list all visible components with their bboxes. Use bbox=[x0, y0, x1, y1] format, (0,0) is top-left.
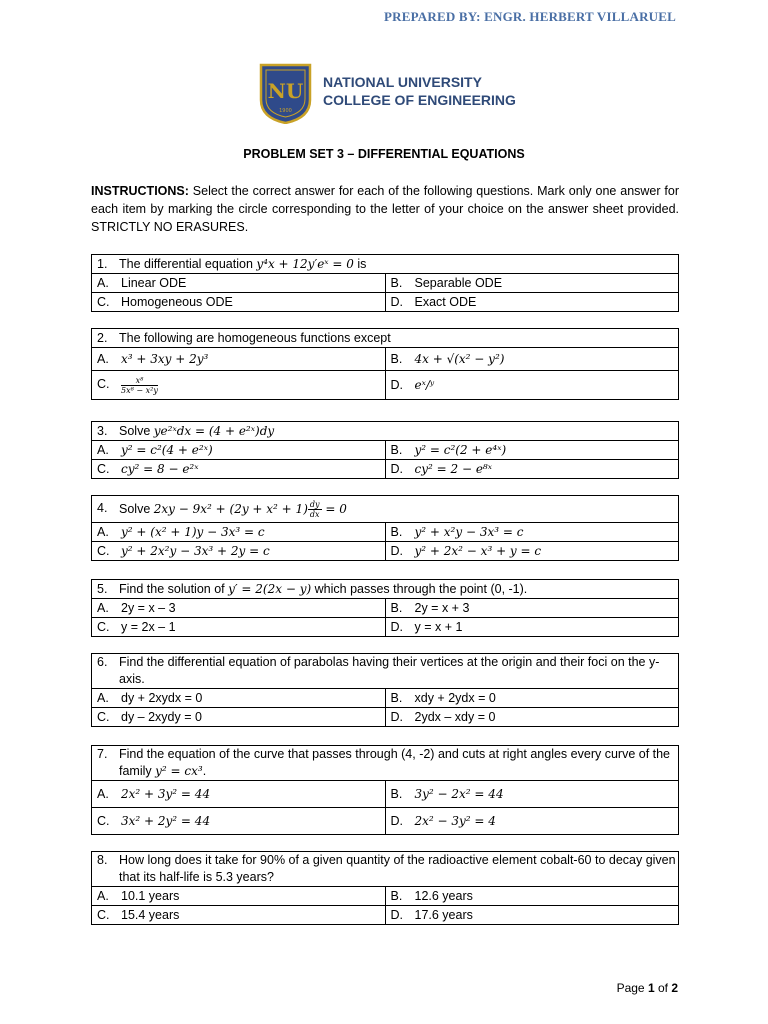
question-stem: 1. The differential equation y⁴x + 12y′eˣ = 0 is bbox=[92, 255, 679, 274]
instructions bbox=[91, 182, 679, 236]
instructions-label: INSTRUCTIONS: bbox=[91, 184, 189, 198]
choice-c: C. Homogeneous ODE bbox=[92, 293, 386, 312]
university-name: NATIONAL UNIVERSITY bbox=[323, 74, 482, 90]
choice-a: A. y² = c²(4 + e²ˣ) bbox=[92, 441, 386, 460]
instructions-text: Select the correct answer for each of the following questions. Mark only one answer for each item by marking the circle corresponding to the letter of your choice on the answer sheet provided. STRICTLY NO ERASURES. bbox=[91, 184, 679, 234]
question-stem: 5. Find the solution of y′ = 2(2x − y) which passes through the point (0, -1). bbox=[92, 580, 679, 599]
university-header bbox=[258, 62, 518, 126]
choice-b: B. 3y² − 2x² = 44 bbox=[385, 781, 679, 808]
question-stem: 7. Find the equation of the curve that passes through (4, -2) and cuts at right angles every curve of the family y² = cx³. bbox=[92, 746, 679, 781]
question-3 bbox=[91, 421, 679, 479]
choice-c: C. y = 2x – 1 bbox=[92, 618, 386, 637]
choice-d: D. y² + 2x² − x³ + y = c bbox=[385, 542, 679, 561]
choice-d: D. cy² = 2 − e⁸ˣ bbox=[385, 460, 679, 479]
choice-a: A. 10.1 years bbox=[92, 887, 386, 906]
question-6 bbox=[91, 653, 679, 727]
college-name: COLLEGE OF ENGINEERING bbox=[323, 92, 516, 108]
choice-c: C. 3x² + 2y² = 44 bbox=[92, 808, 386, 835]
choice-a: A. 2y = x – 3 bbox=[92, 599, 386, 618]
choice-d: D. 17.6 years bbox=[385, 906, 679, 925]
question-stem: 4. Solve 2xy − 9x² + (2y + x² + 1) $\frac{dy}{dx}$ = 0 bbox=[92, 496, 679, 523]
problem-set-title: PROBLEM SET 3 – DIFFERENTIAL EQUATIONS bbox=[243, 147, 525, 161]
question-2 bbox=[91, 328, 679, 400]
choice-c: C. $\frac{\text{x⁸}}{\text{5x⁸ − x²y}}$ bbox=[92, 371, 386, 400]
choice-d: D. 2ydx – xdy = 0 bbox=[385, 708, 679, 727]
choice-a: A. 2x² + 3y² = 44 bbox=[92, 781, 386, 808]
fraction: $\frac{dy}{dx}$ bbox=[309, 499, 320, 519]
fraction: $\frac{\text{x⁸}}{\text{5x⁸ − x²y}}$ bbox=[121, 375, 158, 395]
question-7 bbox=[91, 745, 679, 835]
choice-a: A. dy + 2xydx = 0 bbox=[92, 689, 386, 708]
choice-b: B. y² = c²(2 + e⁴ˣ) bbox=[385, 441, 679, 460]
choice-b: B. Separable ODE bbox=[385, 274, 679, 293]
choice-a: A. y² + (x² + 1)y − 3x³ = c bbox=[92, 523, 386, 542]
choice-a: A. Linear ODE bbox=[92, 274, 386, 293]
choice-b: B. 4x + √(x² − y²) bbox=[385, 348, 679, 371]
choice-d: D. Exact ODE bbox=[385, 293, 679, 312]
choice-b: B. 2y = x + 3 bbox=[385, 599, 679, 618]
choice-b: B. y² + x²y − 3x³ = c bbox=[385, 523, 679, 542]
choice-c: C. dy – 2xydy = 0 bbox=[92, 708, 386, 727]
question-8 bbox=[91, 851, 679, 925]
choice-b: B. 12.6 years bbox=[385, 887, 679, 906]
question-stem: 8. How long does it take for 90% of a given quantity of the radioactive element cobalt-60 to decay given that its half-life is 5.3 years? bbox=[92, 852, 679, 887]
question-1 bbox=[91, 254, 679, 312]
svg-text:NU: NU bbox=[267, 79, 304, 103]
question-4 bbox=[91, 495, 679, 561]
choice-d: D. y = x + 1 bbox=[385, 618, 679, 637]
choice-c: C. cy² = 8 − e²ˣ bbox=[92, 460, 386, 479]
choice-a: A. x³ + 3xy + 2y³ bbox=[92, 348, 386, 371]
question-stem: 3. Solve ye²ˣdx = (4 + e²ˣ)dy bbox=[92, 422, 679, 441]
question-stem: 2. The following are homogeneous functions except bbox=[92, 329, 679, 348]
choice-d: D. eˣ/ʸ bbox=[385, 371, 679, 400]
university-seal-icon bbox=[258, 62, 313, 124]
svg-text:1900: 1900 bbox=[279, 108, 292, 114]
question-stem: 6. Find the differential equation of parabolas having their vertices at the origin and their foci on the y- axis. bbox=[92, 654, 679, 689]
choice-c: C. y² + 2x²y − 3x³ + 2y = c bbox=[92, 542, 386, 561]
prepared-by: PREPARED BY: ENGR. HERBERT VILLARUEL bbox=[384, 9, 676, 24]
page-number: Page 1 of 2 bbox=[616, 981, 678, 995]
choice-d: D. 2x² − 3y² = 4 bbox=[385, 808, 679, 835]
choice-c: C. 15.4 years bbox=[92, 906, 386, 925]
choice-b: B. xdy + 2ydx = 0 bbox=[385, 689, 679, 708]
question-5 bbox=[91, 579, 679, 637]
